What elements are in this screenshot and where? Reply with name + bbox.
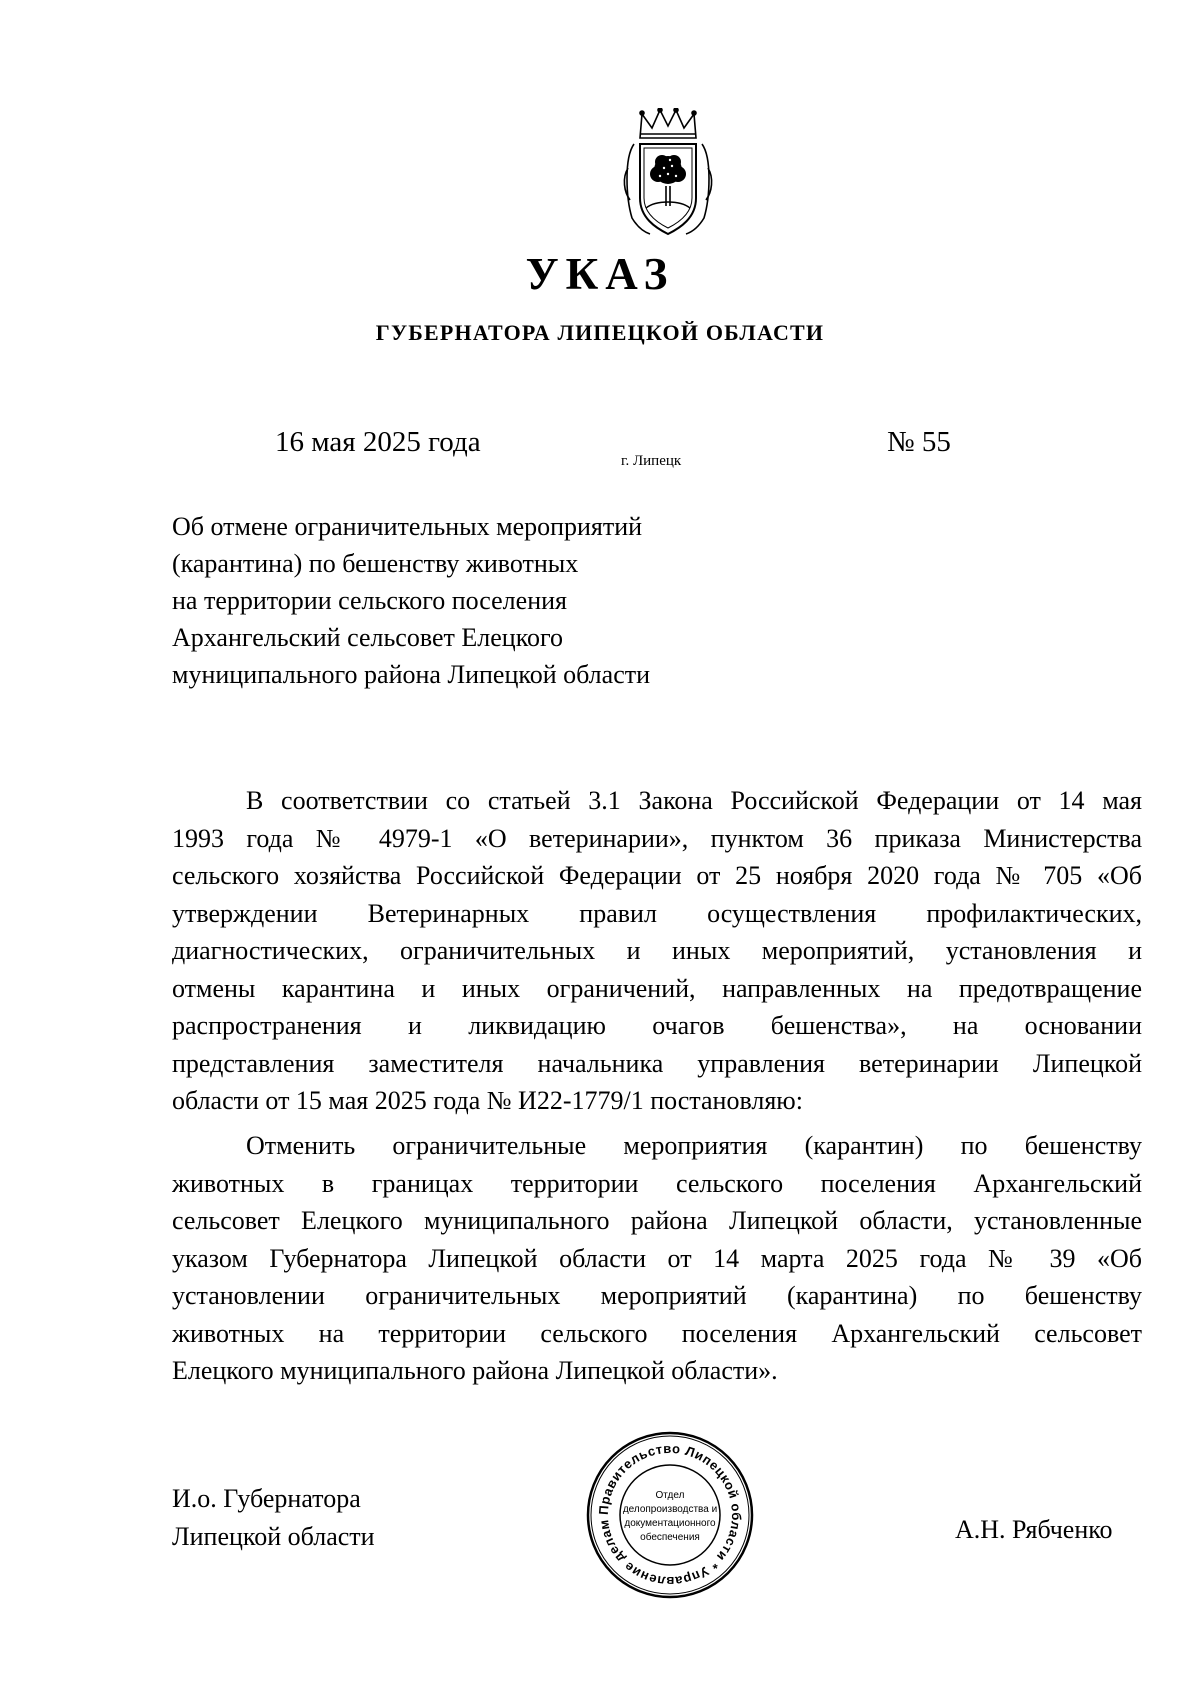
body-paragraph-preamble bbox=[172, 782, 1142, 1120]
signer-position bbox=[172, 1480, 375, 1556]
document-place: г. Липецк bbox=[621, 453, 682, 469]
text-line: утверждении Ветеринарных правил осуществления профилактических, bbox=[172, 898, 1142, 928]
signer-position-line: И.о. Губернатора bbox=[172, 1484, 361, 1513]
text-line: отмены карантина и иных ограничений, направленных на предотвращение bbox=[172, 973, 1142, 1003]
subject-line: Архангельский сельсовет Елецкого bbox=[172, 623, 564, 652]
document-subject bbox=[172, 508, 732, 693]
text-line: сельского хозяйства Российской Федерации от 25 ноября 2020 года № 705 «Об bbox=[172, 861, 1142, 890]
issuer-subtitle: ГУБЕРНАТОРА ЛИПЕЦКОЙ ОБЛАСТИ bbox=[375, 320, 825, 345]
document-type-title: УКАЗ bbox=[525, 249, 675, 299]
stamp-inner-line: обеспечения bbox=[640, 1532, 700, 1543]
text-line: сельсовет Елецкого муниципального района Липецкой области, установленные bbox=[172, 1206, 1142, 1235]
coat-of-arms-icon bbox=[620, 108, 716, 240]
subject-line: муниципального района Липецкой области bbox=[172, 660, 651, 689]
subject-line: (карантина) по бешенству животных bbox=[172, 549, 579, 578]
text-line: диагностических, ограничительных и иных мероприятий, установления и bbox=[172, 936, 1142, 965]
round-seal-stamp-icon bbox=[585, 1430, 755, 1600]
subject-line: на территории сельского поселения bbox=[172, 586, 567, 615]
stamp-inner-line: Отдел bbox=[655, 1490, 685, 1501]
signer-name: А.Н. Рябченко bbox=[955, 1515, 1113, 1544]
text-line: указом Губернатора Липецкой области от 14 марта 2025 года № 39 «Об bbox=[172, 1243, 1142, 1273]
signer-position-line: Липецкой области bbox=[172, 1522, 375, 1551]
text-line: В соответствии со статьей 3.1 Закона Российской Федерации от 14 мая bbox=[246, 786, 1142, 815]
subject-line: Об отмене ограничительных мероприятий bbox=[172, 512, 643, 541]
stamp-outer-text: Правительство Липецкой области * Управление делам bbox=[595, 1440, 745, 1590]
document-number: № 55 bbox=[887, 426, 951, 458]
text-line: 1993 года № 4979-1 «О ветеринарии», пунктом 36 приказа Министерства bbox=[172, 823, 1142, 853]
text-line: Отменить ограничительные мероприятия (карантин) по бешенству bbox=[246, 1131, 1142, 1160]
text-line: животных в границах территории сельского поселения Архангельский bbox=[172, 1168, 1142, 1198]
body-paragraph-resolution bbox=[172, 1127, 1142, 1390]
text-line: установлении ограничительных мероприятий (карантина) по бешенству bbox=[172, 1281, 1142, 1310]
text-line: области от 15 мая 2025 года № И22-1779/1 постановляю: bbox=[172, 1086, 803, 1115]
text-line: животных на территории сельского поселения Архангельский сельсовет bbox=[172, 1318, 1142, 1348]
stamp-inner-line: делопроизводства и bbox=[622, 1504, 718, 1515]
text-line: распространения и ликвидацию очагов бешенства», на основании bbox=[172, 1011, 1142, 1040]
document-date: 16 мая 2025 года bbox=[275, 426, 481, 458]
text-line: Елецкого муниципального района Липецкой области». bbox=[172, 1356, 778, 1385]
text-line: представления заместителя начальника управления ветеринарии Липецкой bbox=[172, 1048, 1142, 1078]
stamp-inner-line: документационного bbox=[624, 1518, 716, 1529]
